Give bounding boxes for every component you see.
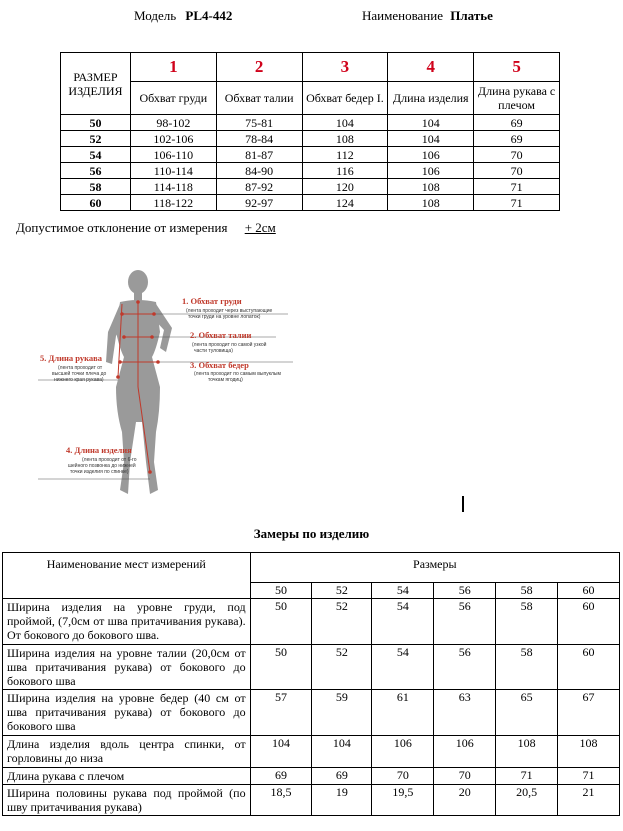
size-cell: 70 <box>474 147 560 163</box>
label-sleeve: 5. Длина рукава <box>40 353 103 363</box>
measurement-value: 20 <box>434 785 496 816</box>
measurement-value: 69 <box>250 768 312 785</box>
size-cell: 87-92 <box>216 179 302 195</box>
size-cell: 69 <box>474 115 560 131</box>
label-hips: 3. Обхват бедер <box>190 360 249 370</box>
measurement-value: 108 <box>496 736 558 768</box>
size-row <box>61 163 560 179</box>
size-cell: 69 <box>474 131 560 147</box>
size-cell: 104 <box>302 115 388 131</box>
measurement-value: 19 <box>312 785 372 816</box>
measurement-value: 19,5 <box>372 785 434 816</box>
size-column-header: 54 <box>372 583 434 599</box>
measurement-name: Длина изделия вдоль центра спинки, от горловины до низа <box>3 736 251 768</box>
measurement-value: 58 <box>496 645 558 690</box>
size-cell: 104 <box>388 115 474 131</box>
size-value: 58 <box>61 179 131 195</box>
size-cell: 104 <box>388 131 474 147</box>
measurement-value: 106 <box>434 736 496 768</box>
size-row <box>61 147 560 163</box>
label-waist-note-1: (лента проходит по самой узкой <box>192 342 267 348</box>
label-chest-note-2: точки груди на уровне лопаток) <box>188 314 261 320</box>
size-table <box>60 52 560 211</box>
col-num-4: 4 <box>388 53 474 82</box>
measurement-value: 56 <box>434 599 496 645</box>
size-cell: 124 <box>302 195 388 211</box>
size-cell: 120 <box>302 179 388 195</box>
size-table-body <box>61 115 560 211</box>
measurement-row <box>3 645 620 690</box>
size-cell: 108 <box>388 195 474 211</box>
measurement-row <box>3 785 620 816</box>
measurements-sizes-header: Размеры <box>250 553 619 583</box>
measurement-value: 104 <box>250 736 312 768</box>
col-num-3: 3 <box>302 53 388 82</box>
size-column-header: 52 <box>312 583 372 599</box>
size-cell: 102-106 <box>130 131 216 147</box>
label-sleeve-note-1: (лента проходит от <box>58 365 103 371</box>
col-label-3: Обхват бедер I. <box>302 82 388 115</box>
size-value: 60 <box>61 195 131 211</box>
measurement-value: 106 <box>372 736 434 768</box>
label-chest: 1. Обхват груди <box>182 296 242 306</box>
size-header: РАЗМЕР ИЗДЕЛИЯ <box>61 53 131 115</box>
size-cell: 106-110 <box>130 147 216 163</box>
measurement-value: 63 <box>434 690 496 736</box>
measurement-value: 50 <box>250 645 312 690</box>
size-cell: 98-102 <box>130 115 216 131</box>
label-length-note-1: (лента проходит от 6-го <box>82 457 137 463</box>
measurement-value: 71 <box>558 768 620 785</box>
size-value: 52 <box>61 131 131 147</box>
col-label-5: Длина рукава с плечом <box>474 82 560 115</box>
measurement-value: 57 <box>250 690 312 736</box>
size-cell: 81-87 <box>216 147 302 163</box>
measurements-name-header: Наименование мест измерений <box>3 553 251 599</box>
size-cell: 84-90 <box>216 163 302 179</box>
size-row <box>61 179 560 195</box>
col-num-1: 1 <box>130 53 216 82</box>
measurement-value: 70 <box>434 768 496 785</box>
label-hips-note-2: точкам ягодиц) <box>208 377 243 383</box>
name-line <box>362 8 493 24</box>
size-cell: 71 <box>474 195 560 211</box>
model-value: PL4-442 <box>185 8 233 23</box>
size-row <box>61 131 560 147</box>
model-label: Модель <box>134 8 177 23</box>
size-column-header: 60 <box>558 583 620 599</box>
size-cell: 106 <box>388 147 474 163</box>
size-column-header: 56 <box>434 583 496 599</box>
body-measurement-figure <box>38 262 308 507</box>
measurement-value: 56 <box>434 645 496 690</box>
measurement-value: 104 <box>312 736 372 768</box>
measurement-name: Ширина изделия на уровне груди, под проймой, (7,0см от шва притачивания рукава). От бокового до бокового шва. <box>3 599 251 645</box>
text-cursor <box>462 496 464 512</box>
label-length-note-3: точки изделия по спинке) <box>70 469 129 475</box>
measurement-value: 21 <box>558 785 620 816</box>
measurement-name: Ширина изделия на уровне бедер (40 см от шва притачивания рукава) от бокового до бокового шва <box>3 690 251 736</box>
size-value: 54 <box>61 147 131 163</box>
measurement-row <box>3 736 620 768</box>
model-line <box>134 8 232 24</box>
measurement-value: 65 <box>496 690 558 736</box>
measurement-row <box>3 690 620 736</box>
col-num-5: 5 <box>474 53 560 82</box>
label-sleeve-note-2: высшей точки плеча до <box>52 371 107 377</box>
measurement-value: 54 <box>372 645 434 690</box>
name-value: Платье <box>450 8 493 23</box>
measurement-value: 108 <box>558 736 620 768</box>
measurement-value: 18,5 <box>250 785 312 816</box>
size-cell: 114-118 <box>130 179 216 195</box>
label-waist-note-2: части туловища) <box>194 348 233 354</box>
size-cell: 118-122 <box>130 195 216 211</box>
measurement-value: 61 <box>372 690 434 736</box>
size-cell: 112 <box>302 147 388 163</box>
col-label-1: Обхват груди <box>130 82 216 115</box>
size-cell: 110-114 <box>130 163 216 179</box>
name-label: Наименование <box>362 8 443 23</box>
size-value: 50 <box>61 115 131 131</box>
size-cell: 75-81 <box>216 115 302 131</box>
label-sleeve-note-3: нижнего края рукава) <box>54 377 104 383</box>
measurement-value: 60 <box>558 645 620 690</box>
measurement-value: 52 <box>312 645 372 690</box>
label-hips-note-1: (лента проходит по самым выпуклым <box>194 371 281 377</box>
size-column-header: 58 <box>496 583 558 599</box>
measurement-value: 71 <box>496 768 558 785</box>
label-length: 4. Длина изделия <box>66 445 132 455</box>
size-row <box>61 115 560 131</box>
measurement-row <box>3 599 620 645</box>
size-cell: 70 <box>474 163 560 179</box>
size-cell: 71 <box>474 179 560 195</box>
measurements-title: Замеры по изделию <box>253 526 370 541</box>
size-column-header: 50 <box>250 583 312 599</box>
size-cell: 92-97 <box>216 195 302 211</box>
measurement-row <box>3 768 620 785</box>
measurement-value: 52 <box>312 599 372 645</box>
measurement-value: 69 <box>312 768 372 785</box>
measurement-value: 50 <box>250 599 312 645</box>
size-cell: 108 <box>302 131 388 147</box>
label-length-note-2: шейного позвонка до нижней <box>68 463 136 469</box>
col-label-2: Обхват талии <box>216 82 302 115</box>
label-waist: 2. Обхват талии <box>190 330 252 340</box>
measurement-value: 70 <box>372 768 434 785</box>
measurement-value: 54 <box>372 599 434 645</box>
measurement-name: Длина рукава с плечом <box>3 768 251 785</box>
col-label-4: Длина изделия <box>388 82 474 115</box>
tolerance-value: + 2см <box>244 220 276 235</box>
measurement-name: Ширина половины рукава под проймой (по шву притачивания рукава) <box>3 785 251 816</box>
size-cell: 106 <box>388 163 474 179</box>
measurement-value: 58 <box>496 599 558 645</box>
measurement-value: 67 <box>558 690 620 736</box>
measurement-value: 20,5 <box>496 785 558 816</box>
size-cell: 116 <box>302 163 388 179</box>
tolerance-note <box>16 220 276 236</box>
measurements-body <box>3 599 620 816</box>
col-num-2: 2 <box>216 53 302 82</box>
size-value: 56 <box>61 163 131 179</box>
label-chest-note-1: (лента проходит через выступающие <box>186 308 273 314</box>
size-cell: 108 <box>388 179 474 195</box>
size-cell: 78-84 <box>216 131 302 147</box>
measurement-name: Ширина изделия на уровне талии (20,0см от шва притачивания рукава) от бокового до бокового шва <box>3 645 251 690</box>
measurements-table <box>2 552 620 816</box>
measurement-value: 60 <box>558 599 620 645</box>
tolerance-text: Допустимое отклонение от измерения <box>16 220 228 235</box>
size-row <box>61 195 560 211</box>
measurement-value: 59 <box>312 690 372 736</box>
